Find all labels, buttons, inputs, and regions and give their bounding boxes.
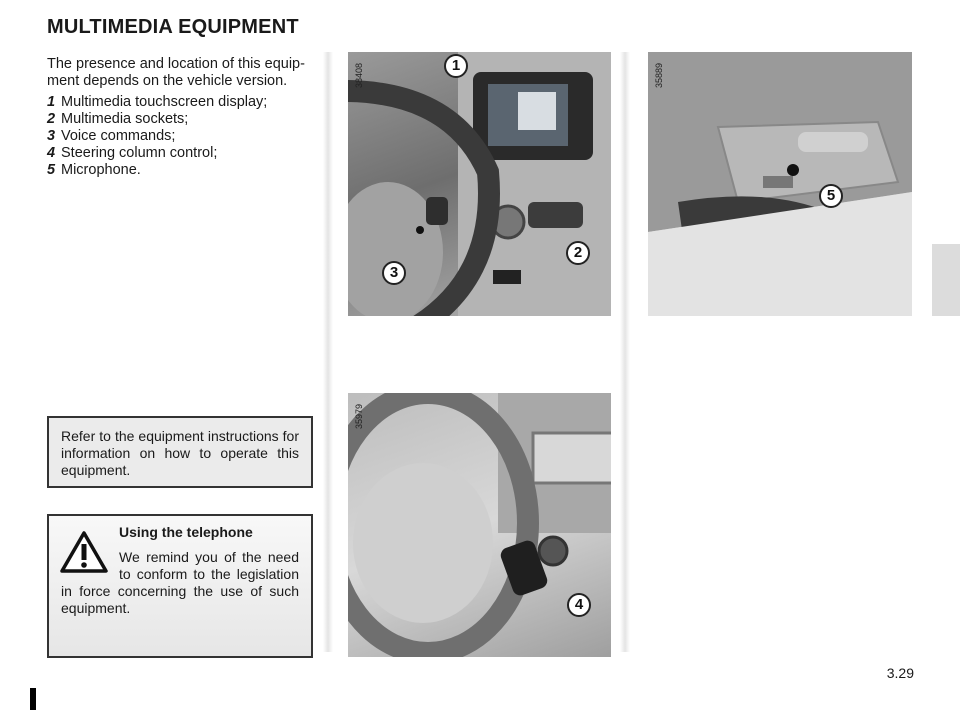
column-divider (620, 52, 630, 652)
warning-text: We remind you of the need to conform to the legislation in force concerning the use of such equipment. (61, 549, 299, 616)
item-text: Multimedia sockets; (61, 111, 189, 127)
item-text: Microphone. (61, 162, 141, 178)
note-box (47, 416, 313, 488)
item-number: 5 (47, 162, 56, 178)
callout-1: 1 (444, 54, 468, 78)
item-number: 2 (47, 111, 56, 127)
intro-section (47, 56, 312, 179)
image-code: 35979 (354, 403, 364, 429)
callout-3: 3 (382, 261, 406, 285)
callout-4: 4 (567, 593, 591, 617)
overhead-illustration (648, 52, 912, 316)
warning-title: Using the telephone (119, 524, 253, 540)
overhead-console-photo (648, 52, 912, 316)
list-item (47, 94, 312, 111)
callout-5: 5 (819, 184, 843, 208)
image-code: 38408 (354, 62, 364, 88)
corner-mark (30, 688, 36, 710)
page-title: MULTIMEDIA EQUIPMENT (47, 16, 299, 38)
steering-column-photo (348, 393, 611, 657)
equipment-list (47, 94, 312, 179)
list-item (47, 128, 312, 145)
note-text: Refer to the equipment instructions for information on how to operate this equipment. (61, 428, 299, 478)
image-code: 35889 (654, 62, 664, 88)
intro-text: The presence and location of this equip-ment depends on the vehicle version. (47, 56, 305, 89)
callout-2: 2 (566, 241, 590, 265)
page-number: 3.29 (886, 665, 914, 681)
list-item (47, 145, 312, 162)
section-tab (932, 244, 960, 316)
item-text: Steering column control; (61, 145, 218, 161)
item-text: Voice commands; (61, 128, 176, 144)
item-number: 1 (47, 94, 56, 110)
steering-illustration (348, 393, 611, 657)
list-item (47, 111, 312, 128)
item-number: 3 (47, 128, 56, 144)
warning-icon (59, 530, 109, 574)
warning-box (47, 514, 313, 658)
item-text: Multimedia touchscreen display; (61, 94, 268, 110)
list-item (47, 162, 312, 179)
item-number: 4 (47, 145, 56, 161)
column-divider (323, 52, 333, 652)
